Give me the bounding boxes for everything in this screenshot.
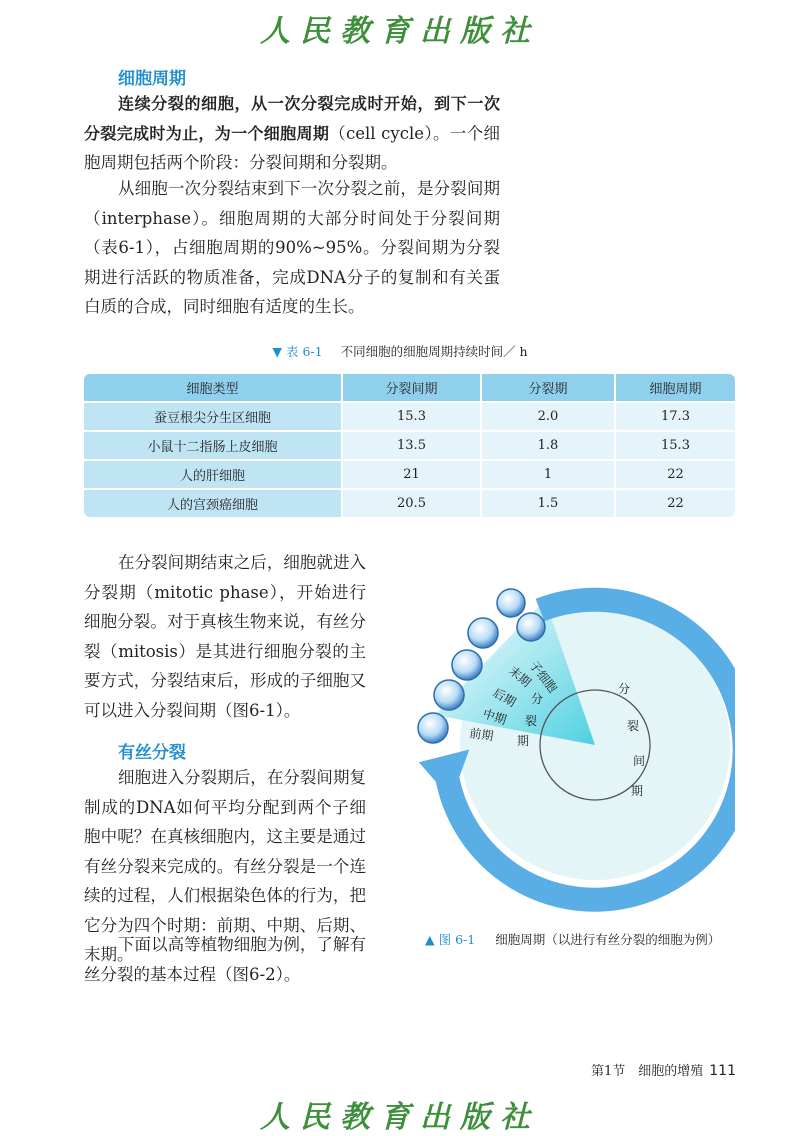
cell-cycle-diagram: [415, 585, 735, 920]
mitotic-value: 1.5: [482, 488, 616, 517]
cycle-value: 22: [616, 488, 735, 517]
mitotic-value: 2.0: [482, 401, 616, 430]
section-heading-cell-cycle: 细胞周期: [118, 69, 186, 89]
table-row: [84, 430, 735, 459]
cycle-value: 17.3: [616, 401, 735, 430]
cell-type: 人的宫颈癌细胞: [84, 488, 343, 517]
cell-cycle-table: [84, 374, 735, 517]
table-caption: [0, 342, 800, 360]
figure-caption: [425, 930, 720, 948]
mitotic-label: 裂: [525, 714, 538, 728]
figure-number: 图 6-1: [438, 932, 476, 947]
table-number: 表 6-1: [285, 344, 323, 359]
mitotic-value: 1: [482, 459, 616, 488]
definition-bold: 连续分裂的细胞，从一次分裂完成时开始，到下一次分裂完成时为止，为一个细胞周期: [84, 94, 500, 143]
cycle-value: 15.3: [616, 430, 735, 459]
cell-type: 蚕豆根尖分生区细胞: [84, 401, 343, 430]
definition-rest: （cell cycle）。一个细胞周期包括两个阶段：分裂间期和分裂期。: [84, 123, 500, 172]
interphase-value: 13.5: [343, 430, 482, 459]
caption-triangle-icon: ▼: [272, 344, 282, 359]
header-interphase: 分裂间期: [343, 374, 482, 401]
page-number: 111: [709, 1063, 736, 1079]
mitotic-label: 分: [531, 692, 544, 706]
table-row: [84, 401, 735, 430]
label-prophase: 前期: [468, 726, 495, 744]
caption-triangle-icon: ▲: [425, 932, 435, 947]
label-telophase: 末期: [506, 663, 534, 690]
mitotic-value: 1.8: [482, 430, 616, 459]
paragraph-mitotic-phase: 在分裂间期结束之后，细胞就进入分裂期（mitotic phase），开始进行细胞分裂。对于真核生物来说，有丝分裂（mitosis）是其进行细胞分裂的主要方式，分裂结束后，形成的子细胞又可以进入分裂间期（图6-1）。: [84, 553, 366, 720]
cell-prophase-icon: [418, 713, 448, 743]
header-cell-type: 细胞类型: [84, 374, 343, 401]
paragraph-example: 下面以高等植物细胞为例，了解有丝分裂的基本过程（图6-2）。: [84, 935, 366, 984]
cell-type: 小鼠十二指肠上皮细胞: [84, 430, 343, 459]
cycle-value: 22: [616, 459, 735, 488]
footer-section: 第1节 细胞的增殖: [590, 1064, 704, 1079]
publisher-logo-footer: 人民教育出版社: [260, 1100, 540, 1135]
table-row: [84, 488, 735, 517]
page-footer: [591, 1060, 736, 1079]
cell-metaphase-icon: [434, 680, 464, 710]
label-metaphase: 中期: [481, 706, 509, 728]
table-title: 不同细胞的细胞周期持续时间／ h: [340, 344, 528, 359]
section-heading-mitosis: 有丝分裂: [118, 743, 186, 763]
daughter-cell-icon: [517, 613, 545, 641]
cell-type: 人的肝细胞: [84, 459, 343, 488]
table-header-row: [84, 374, 735, 401]
interphase-value: 20.5: [343, 488, 482, 517]
interphase-label: 分: [618, 682, 631, 696]
figure-title: 细胞周期（以进行有丝分裂的细胞为例）: [495, 932, 721, 947]
paragraph-interphase: 从细胞一次分裂结束到下一次分裂之前，是分裂间期（interphase）。细胞周期的大部分时间处于分裂间期（表6-1），占细胞周期的90%~95%。分裂间期为分裂期进行活跃的物质准备，完成DNA分子的复制和有关蛋白质的合成，同时细胞有适度的生长。: [84, 179, 500, 316]
daughter-cell-icon: [497, 589, 525, 617]
mitotic-label: 期: [517, 734, 530, 748]
header-cell-cycle: 细胞周期: [616, 374, 735, 401]
publisher-logo-header: 人民教育出版社: [260, 14, 540, 49]
header-mitotic-phase: 分裂期: [482, 374, 616, 401]
label-anaphase: 后期: [490, 685, 519, 710]
interphase-label: 间: [633, 754, 646, 768]
interphase-label: 裂: [627, 719, 640, 733]
paragraph-cell-cycle-definition: [84, 89, 500, 178]
interphase-value: 21: [343, 459, 482, 488]
paragraph-mitosis: 细胞进入分裂期后，在分裂间期复制成的DNA如何平均分配到两个子细胞中呢？在真核细胞内，这主要是通过有丝分裂来完成的。有丝分裂是一个连续的过程，人们根据染色体的行为，把它分为四个时期：前期、中期、后期、末期。: [84, 768, 366, 964]
interphase-value: 15.3: [343, 401, 482, 430]
label-daughter-cell: 子细胞: [526, 658, 560, 696]
cell-anaphase-icon: [452, 650, 482, 680]
cell-telophase-icon: [468, 618, 498, 648]
interphase-label: 期: [631, 784, 644, 798]
table-row: [84, 459, 735, 488]
